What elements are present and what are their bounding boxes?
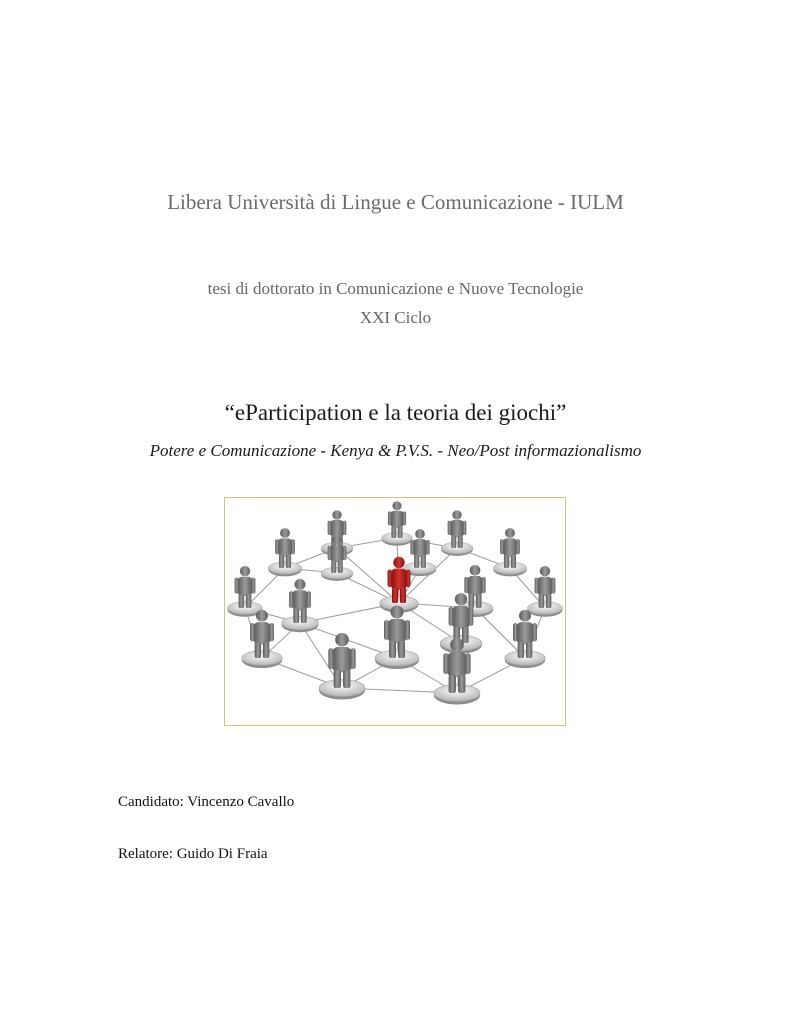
person-icon [319,633,365,700]
person-icon [227,566,262,617]
thesis-subtitle: Potere e Comunicazione - Kenya & P.V.S. - Neo/Post informazionalismo [149,441,642,460]
person-icon [441,510,473,556]
university-name: Libera Università di Lingue e Comunicazione - IULM [167,190,624,214]
advisor-name: Relatore: Guido Di Fraia [118,846,268,862]
person-icon [242,610,282,668]
thesis-title: “eParticipation e la teoria dei giochi” [224,400,567,425]
person-icon [382,501,413,545]
cycle-label: XXI Ciclo [359,308,432,327]
person-icon [375,606,419,670]
person-icon [527,566,562,617]
person-icon [268,528,301,576]
cover-illustration [224,497,566,726]
person-icon [505,610,545,668]
person-icon [282,579,319,632]
doctoral-program: tesi di dottorato in Comunicazione e Nuove Tecnologie [207,279,584,298]
people-network-icon [225,498,565,725]
person-icon [493,528,526,576]
candidate-name: Candidato: Vincenzo Cavallo [118,794,295,810]
